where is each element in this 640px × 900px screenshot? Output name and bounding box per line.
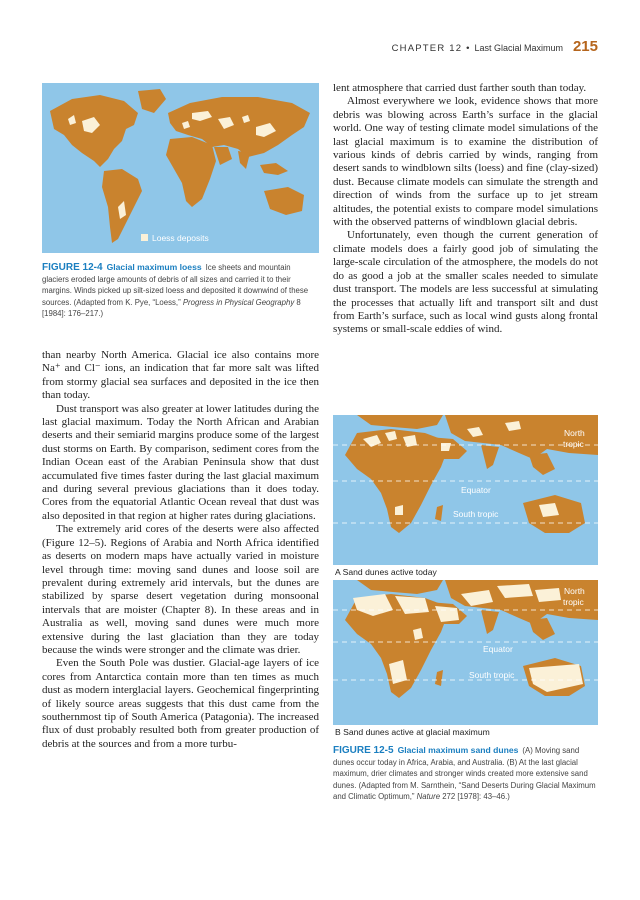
australia-landmass — [264, 187, 304, 215]
right-text-column — [333, 82, 598, 337]
greenland-landmass — [138, 89, 166, 113]
caption-citation: 8 [1984]: 176–217.) — [42, 297, 301, 319]
chapter-label: CHAPTER 12 • Last Glacial Maximum — [391, 43, 563, 54]
north-tropic-label-line1: North — [564, 428, 585, 438]
madagascar-landmass — [435, 505, 443, 521]
north-tropic-label-line1: North — [564, 586, 585, 596]
paragraph: Even the South Pole was dustier. Glacial-age layers of ice cores from Antarctica contain more than ten times as much dust as modern interglacial layers. Geochemical fingerprinting of likely source areas suggests that this dust came from the southernmost tip of South America (Patagonia). The increased flux of dust probably resulted both from greater production of debris at the sources and from a more turbu- — [42, 657, 319, 750]
map-b-sublabel: B Sand dunes active at glacial maximum — [335, 727, 490, 737]
left-text-column — [42, 349, 319, 751]
southeast-asia-landmass — [260, 163, 288, 175]
southeast-asia-landmass — [529, 618, 555, 640]
india-landmass — [481, 445, 499, 469]
caption-citation: 272 [1978]: 43–46.) — [442, 792, 510, 802]
india-landmass — [238, 151, 250, 169]
europe-landmass — [357, 580, 443, 594]
caption-body: (A) Moving sand dunes occur today in Africa, Arabia, and Australia. (B) At the last glacial maximum, drier climates and stronger winds created more extensive sand dunes. (Adapted from M. Sarnthein, “Sand Deserts During Glacial Maximum and Climatic Optimum,” — [333, 746, 596, 802]
sand-dunes-today-map — [333, 415, 598, 565]
north-tropic-label-line2: tropic — [563, 597, 584, 607]
caption-journal: Progress in Physical Geography — [182, 297, 295, 307]
loess-legend-swatch — [141, 234, 148, 241]
caption-body: Ice sheets and mountain glaciers eroded large amounts of debris of all sizes and carried it to their margins. Winds picked up silt-sized loess and deposited it downwind of these sources. (Adapted from K. Pye, “Loess,” — [42, 263, 309, 307]
running-header — [392, 38, 598, 55]
arabia-landmass — [214, 147, 232, 165]
sand-dunes-glacial-map — [333, 580, 598, 725]
north-tropic-label-line2: tropic — [563, 439, 584, 449]
figure-12-5-caption — [333, 745, 598, 803]
figure-number: FIGURE 12-4 — [42, 262, 103, 273]
figure-title: Glacial maximum loess — [106, 262, 202, 272]
south-tropic-label: South tropic — [453, 509, 499, 519]
africa-landmass — [166, 137, 216, 207]
paragraph: lent atmosphere that carried dust farther south than today. — [333, 82, 587, 94]
map-a-sublabel: A Sand dunes active today — [335, 567, 437, 577]
loess-legend-label: Loess deposits — [152, 233, 209, 243]
paragraph: Dust transport was also greater at lower latitudes during the last glacial maximum. Today the North African and Arabian deserts and their semiarid margins produce some of the largest dust storms on Earth. By comparison, sediment cores from the Indian Ocean east of the Arabian Peninsula show that dust accumulated five times faster during the last glacial maximum and during several previous glaciations than it does today. Cores from the equatorial Atlantic Ocean reveal that dust was also deposited in that region at higher rates during glaciations. — [42, 402, 319, 522]
europe-landmass — [357, 415, 443, 429]
equator-label: Equator — [483, 644, 513, 654]
madagascar-landmass — [435, 670, 443, 686]
paragraph: Almost everywhere we look, evidence shows that more debris was blowing across Earth’s surface in the glacial world. One way of testing climate model simulations of the last glacial maximum is to examine the distribution of various kinds of debris carried by winds, ranging from desert sands to windblown silts (loess) and fine (clay-sized) dust. Because climate models can simulate the strength and direction of winds from the surface up to jet stream altitudes, the potential exists to compare model simulations with the observed patterns of windblown glacial debris. — [333, 95, 598, 229]
loess-world-map — [42, 83, 319, 253]
equator-label: Equator — [461, 485, 491, 495]
paragraph: than nearby North America. Glacial ice also contains more Na⁺ and Cl⁻ ions, an indication that far more salt was lifted from stormy glacial sea surfaces and deposited in the ice then than today. — [42, 349, 319, 402]
southeast-asia-landmass — [529, 453, 555, 475]
caption-journal: Nature — [416, 792, 441, 802]
paragraph: Unfortunately, even though the current generation of climate models does a fairly good job of simulating the large-scale circulation of the atmosphere, the models do not do as good a job at the smaller scales needed to simulate dust transport. The models are less successful at simulating the processes that actually lift and transport silt and dust from Earth’s surface, such as local wind gusts along frontal systems or small-scale eddies of wind. — [333, 229, 598, 336]
figure-12-4-caption — [42, 262, 319, 320]
page-number: 215 — [572, 38, 598, 55]
paragraph: The extremely arid cores of the deserts were also affected (Figure 12–5). Regions of Arabia and North Africa identified as deserts on modern maps have actually varied in moisture level through time: moving sand dunes and loose soil are prevalent during extremely arid intervals, but the dunes are stabilized by sparse desert vegetation during monsoonal intervals that are moister (Chapter 8). In these areas and in Australia as well, moving sand dunes were much more extensive during the last glaciation than they are today because the winds were stronger and the climate was drier. — [42, 523, 319, 656]
figure-title: Glacial maximum sand dunes — [397, 745, 519, 755]
south-tropic-label: South tropic — [469, 670, 515, 680]
india-landmass — [481, 610, 499, 634]
figure-number: FIGURE 12-5 — [333, 745, 394, 756]
